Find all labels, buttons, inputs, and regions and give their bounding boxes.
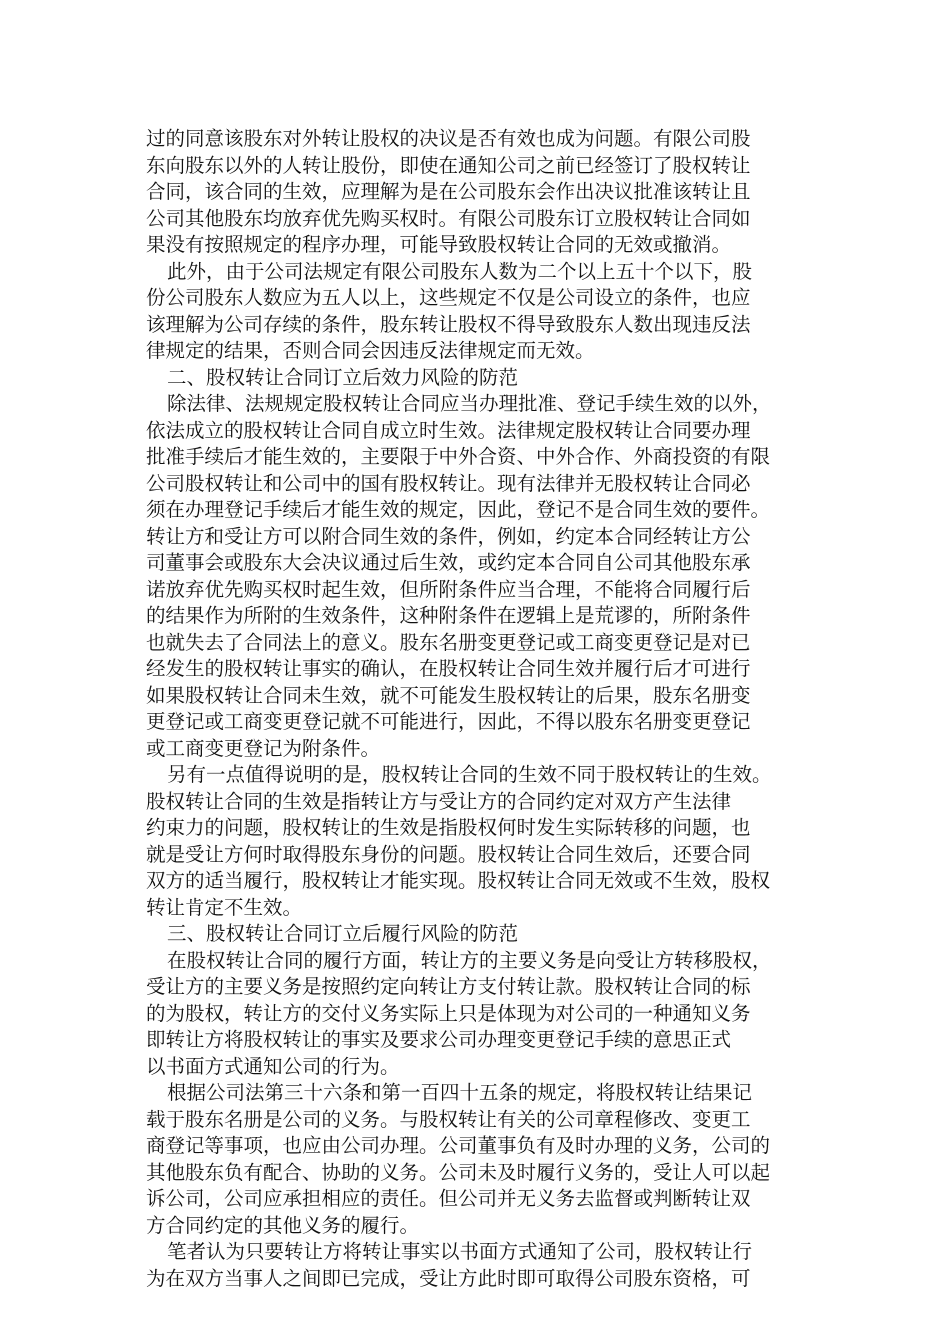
text-line: 经发生的股权转让事实的确认，在股权转让合同生效并履行后才可进行	[146, 657, 751, 680]
text-line: 公司其他股东均放弃优先购买权时。有限公司股东订立股权转让合同如	[146, 206, 751, 230]
text-line: 股权转让合同的生效是指转让方与受让方的合同约定对双方产生法律	[146, 789, 732, 813]
text-line: 二、股权转让合同订立后效力风险的防范	[167, 365, 519, 389]
text-line: 须在办理登记手续后才能生效的规定，因此，登记不是合同生效的要件。	[146, 498, 771, 521]
text-line: 双方的适当履行，股权转让才能实现。股权转让合同无效或不生效，股权	[146, 869, 771, 892]
text-line: 如果股权转让合同未生效，就不可能发生股权转让的后果，股东名册变	[146, 683, 751, 707]
text-line: 就是受让方何时取得股东身份的问题。股权转让合同生效后，还要合同	[146, 842, 751, 866]
text-line: 份公司股东人数应为五人以上，这些规定不仅是公司设立的条件，也应	[146, 286, 751, 309]
text-line: 为在双方当事人之间即已完成，受让方此时即可取得公司股东资格，可	[146, 1266, 751, 1290]
text-line: 笔者认为只要转让方将转让事实以书面方式通知了公司，股权转让行	[167, 1240, 753, 1263]
text-line: 也就失去了合同法上的意义。股东名册变更登记或工商变更登记是对已	[146, 630, 751, 654]
text-line: 过的同意该股东对外转让股权的决议是否有效也成为问题。有限公司股	[146, 127, 751, 150]
text-line: 约束力的问题，股权转让的生效是指股权何时发生实际转移的问题，也	[146, 816, 751, 839]
text-line: 或工商变更登记为附条件。	[146, 736, 381, 760]
text-line: 依法成立的股权转让合同自成立时生效。法律规定股权转让合同要办理	[146, 418, 751, 442]
text-line: 其他股东负有配合、协助的义务。公司未及时履行义务的，受让人可以起	[146, 1160, 771, 1184]
text-line: 此外，由于公司法规定有限公司股东人数为二个以上五十个以下，股	[167, 259, 753, 283]
text-line: 的为股权，转让方的交付义务实际上只是体现为对公司的一种通知义务	[146, 1001, 751, 1025]
text-line: 转让方和受让方可以附合同生效的条件，例如，约定本合同经转让方公	[146, 524, 751, 548]
text-line: 司董事会或股东大会决议通过后生效，或约定本合同自公司其他股东承	[146, 551, 751, 574]
text-line: 律规定的结果，否则合同会因违反法律规定而无效。	[146, 339, 595, 362]
text-line: 公司股权转让和公司中的国有股权转让。现有法律并无股权转让合同必	[146, 471, 751, 495]
text-line: 合同，该合同的生效，应理解为是在公司股东会作出决议批准该转让且	[146, 180, 751, 203]
text-line: 方合同约定的其他义务的履行。	[146, 1213, 420, 1237]
text-line: 更登记或工商变更登记就不可能进行，因此，不得以股东名册变更登记	[146, 710, 751, 733]
text-line: 诉公司，公司应承担相应的责任。但公司并无义务去监督或判断转让双	[146, 1187, 751, 1210]
text-line: 的结果作为所附的生效条件，这种附条件在逻辑上是荒谬的，所附条件	[146, 604, 751, 627]
text-line: 载于股东名册是公司的义务。与股权转让有关的公司章程修改、变更工	[146, 1107, 751, 1131]
text-line: 除法律、法规规定股权转让合同应当办理批准、登记手续生效的以外，	[167, 392, 772, 415]
text-line: 诺放弃优先购买权时起生效，但所附条件应当合理，不能将合同履行后	[146, 577, 751, 601]
text-line: 根据公司法第三十六条和第一百四十五条的规定，将股权转让结果记	[167, 1081, 753, 1104]
text-line: 在股权转让合同的履行方面，转让方的主要义务是向受让方转移股权，	[167, 948, 772, 972]
text-line: 转让肯定不生效。	[146, 895, 303, 919]
text-line: 受让方的主要义务是按照约定向转让方支付转让款。股权转让合同的标	[146, 975, 751, 998]
text-line: 东向股东以外的人转让股份，即使在通知公司之前已经签订了股权转让	[146, 153, 751, 177]
text-line: 批准手续后才能生效的，主要限于中外合资、中外合作、外商投资的有限	[146, 445, 771, 468]
text-line: 该理解为公司存续的条件，股东转让股权不得导致股东人数出现违反法	[146, 312, 751, 336]
text-line: 商登记等事项，也应由公司办理。公司董事负有及时办理的义务，公司的	[146, 1134, 771, 1157]
document-body	[146, 126, 826, 1292]
text-line: 另有一点值得说明的是，股权转让合同的生效不同于股权转让的生效。	[167, 763, 772, 786]
text-line: 三、股权转让合同订立后履行风险的防范	[167, 922, 519, 945]
text-line: 即转让方将股权转让的事实及要求公司办理变更登记手续的意思正式	[146, 1028, 732, 1051]
text-line: 以书面方式通知公司的行为。	[146, 1054, 400, 1078]
text-line: 果没有按照规定的程序办理，可能导致股权转让合同的无效或撤消。	[146, 233, 732, 256]
